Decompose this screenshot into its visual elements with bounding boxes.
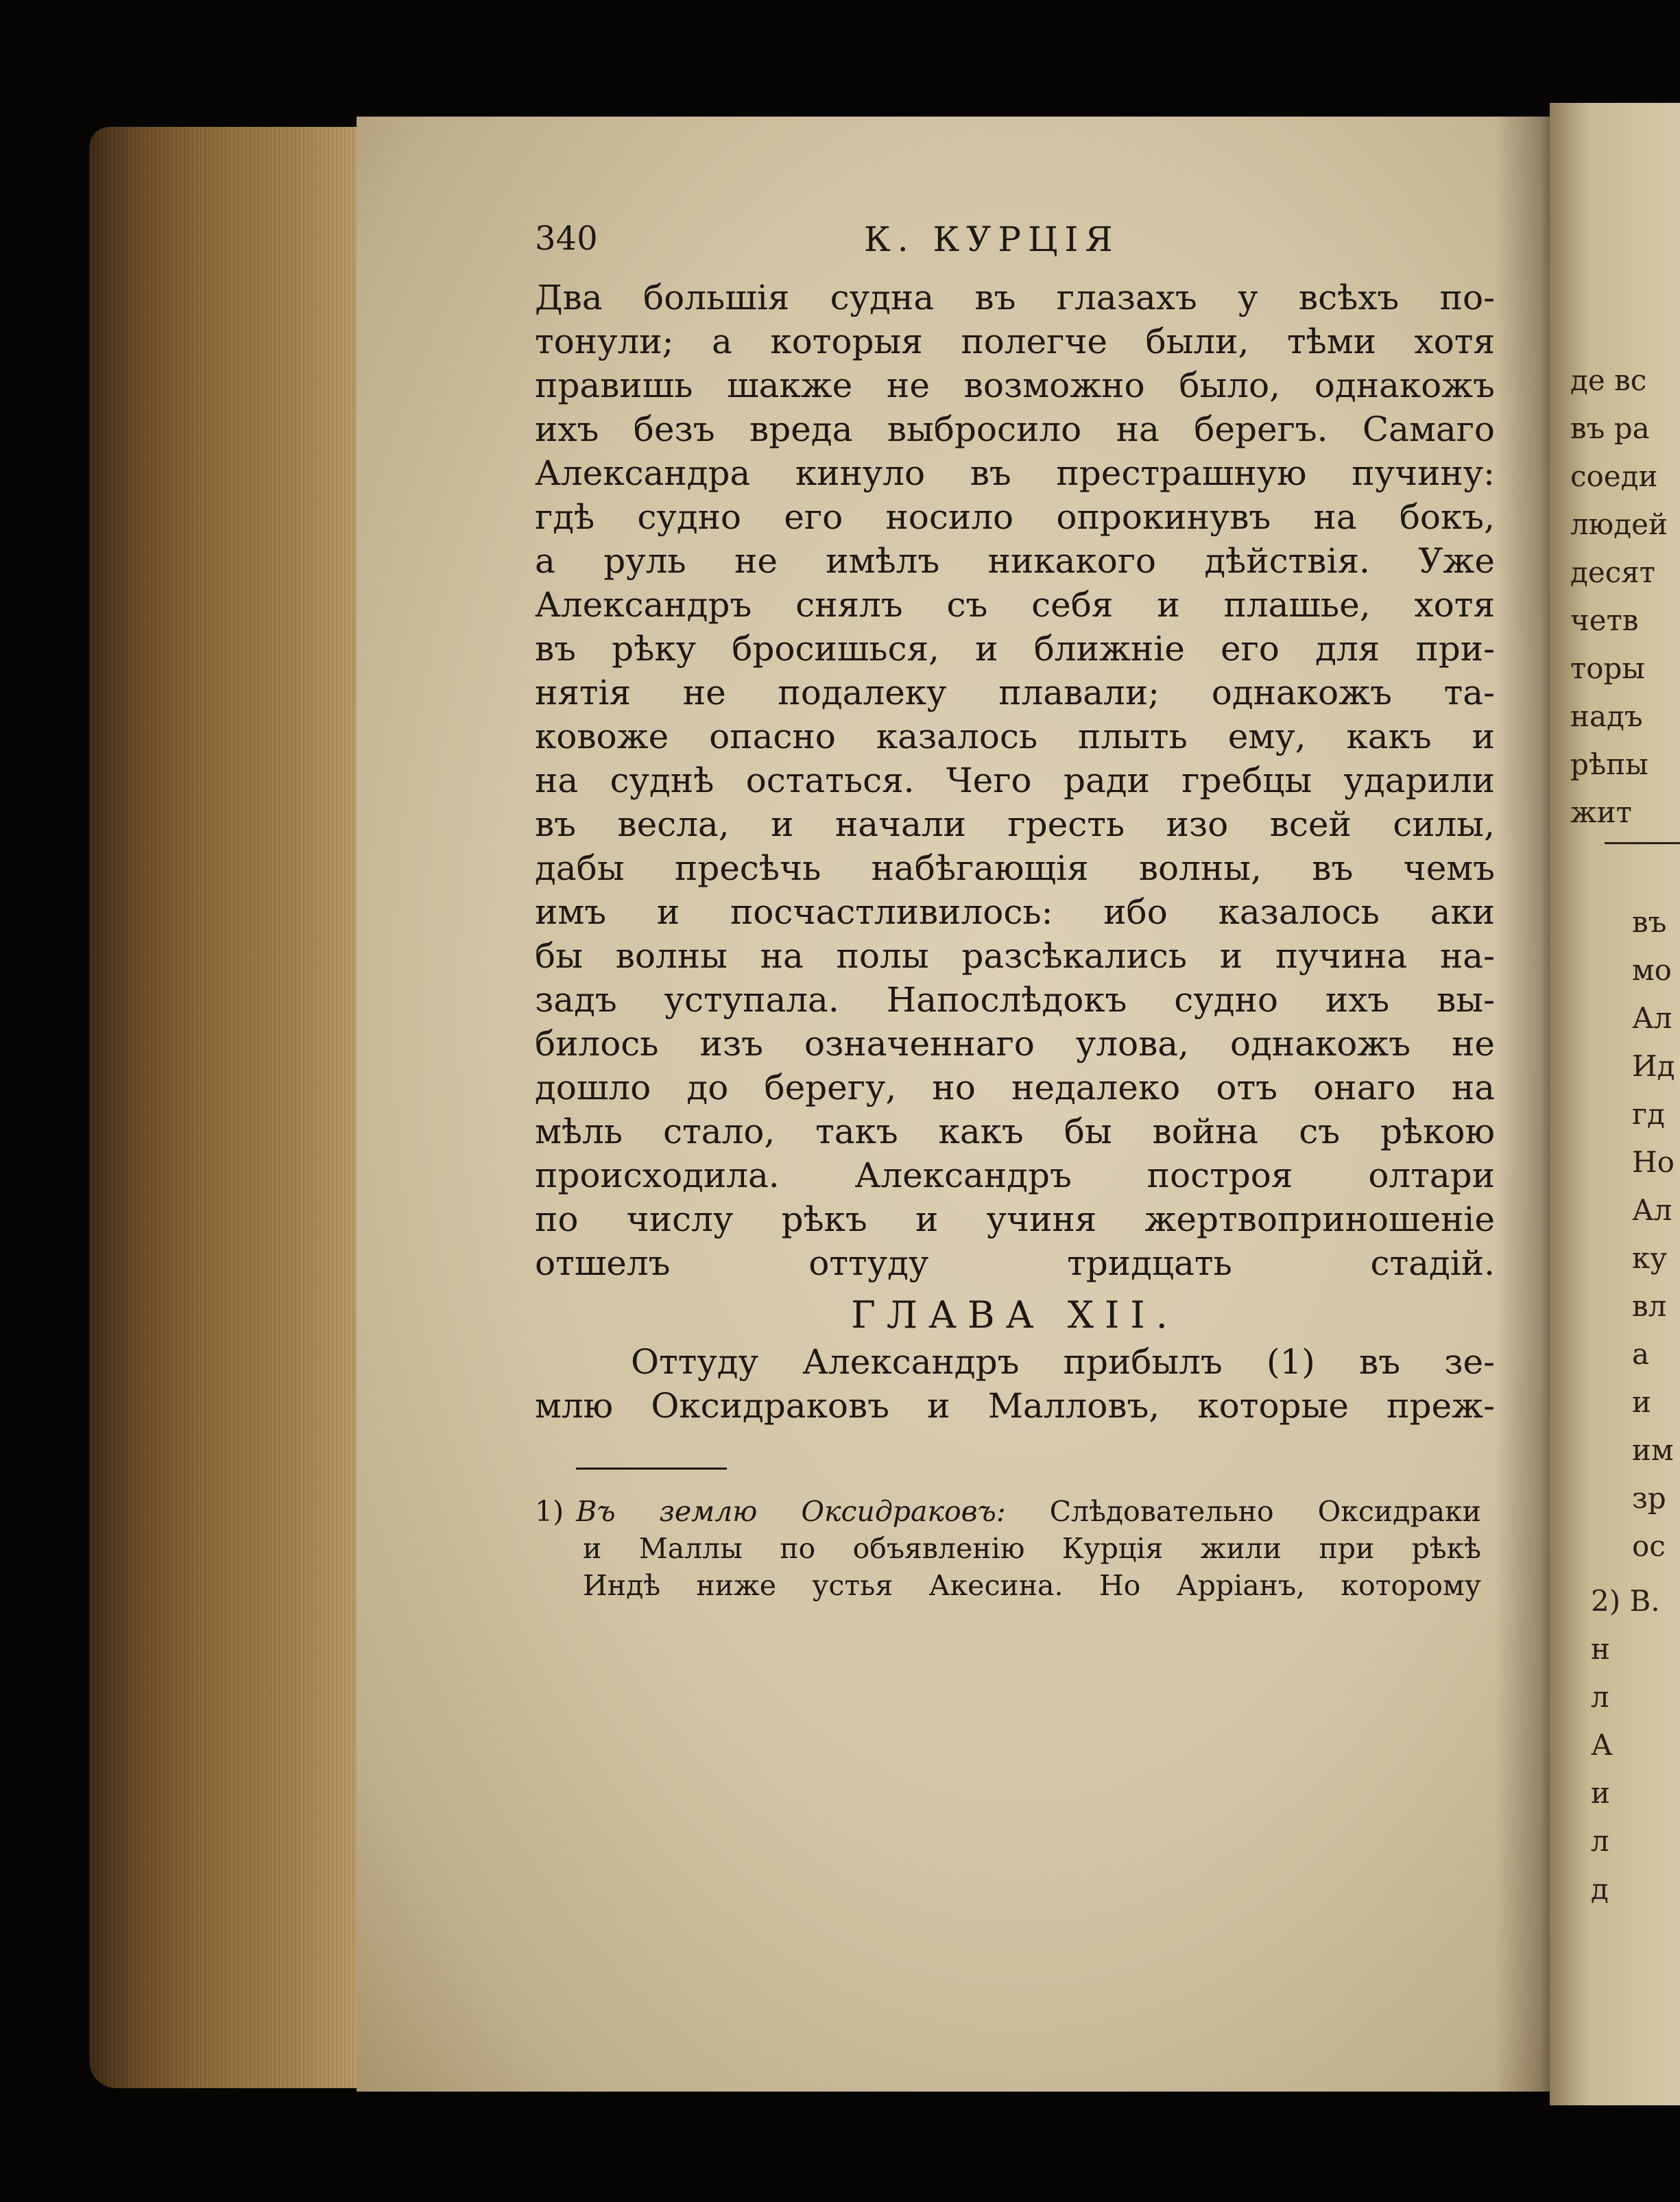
footnote-continuation (535, 1530, 1509, 1604)
right-page-text-fragment: и (1632, 1385, 1651, 1419)
footnote-rule (576, 1468, 727, 1470)
book-page-edges (89, 127, 384, 2088)
right-page-text-fragment: зр (1632, 1481, 1666, 1515)
text-line: имъ и посчастливилось: ибо казалось аки (535, 892, 1495, 932)
running-head: К. КУРЦІЯ (864, 219, 1120, 259)
text-line: нятія не подалеку плавали; однакожъ та- (535, 673, 1495, 713)
chapter-text (535, 1340, 1509, 1428)
right-page-text-fragment: гд (1632, 1097, 1665, 1131)
footnote-first-line (535, 1493, 1481, 1530)
right-page-text-fragment: Ал (1632, 1193, 1672, 1227)
right-page-text-fragment: надъ (1570, 699, 1643, 733)
right-page-text-fragment: л (1591, 1680, 1609, 1714)
text-line: Два большія судна въ глазахъ у всѣхъ по- (535, 278, 1495, 318)
chapter-title: ГЛАВА XII. (851, 1293, 1179, 1337)
text-line: Индѣ ниже устья Акесина. Но Арріанъ, которому (583, 1569, 1481, 1602)
text-line: Александра кинуло въ престрашную пучину: (535, 453, 1495, 493)
footnote-marker: 1) (535, 1495, 564, 1528)
right-page-text-fragment: Ал (1632, 1001, 1672, 1035)
text-line: Александръ снялъ съ себя и плашье, хотя (535, 585, 1495, 625)
text-line: въ весла, и начали гресть изо всей силы, (535, 804, 1495, 844)
right-page-text-fragment: Но (1632, 1145, 1675, 1179)
text-line: отшелъ оттуду тридцать стадій. (535, 1243, 1495, 1283)
right-page-text-fragment: а (1632, 1337, 1650, 1371)
text-line: а руль не имѣлъ никакого дѣйствія. Уже (535, 541, 1495, 581)
right-page-text-fragment: н (1591, 1632, 1610, 1666)
right-page-text-fragment: д (1591, 1872, 1609, 1906)
text-line: дошло до берегу, но недалеко отъ онаго на (535, 1068, 1495, 1108)
footnote (535, 1493, 1509, 1604)
right-page-text-fragment: въ (1632, 905, 1667, 939)
text-line: ихъ безъ вреда выбросило на берегъ. Самаго (535, 409, 1495, 449)
text-line: млю Оксидраковъ и Малловъ, которые преж- (535, 1386, 1495, 1426)
text-line: ковоже опасно казалось плыть ему, какъ и (535, 717, 1495, 756)
right-page-text-fragment: ос (1632, 1529, 1666, 1563)
right-page-text-fragment: вл (1632, 1289, 1667, 1323)
text-line: происходила. Александръ построя олтари (535, 1156, 1495, 1195)
text-line: гдѣ судно его носило опрокинувъ на бокъ, (535, 497, 1495, 537)
right-page-text-fragment: ку (1632, 1241, 1667, 1275)
text-line: задъ уступала. Напослѣдокъ судно ихъ вы- (535, 980, 1495, 1020)
right-page-text-fragment: рѣпы (1570, 747, 1648, 781)
right-page-text-fragment: въ ра (1570, 411, 1650, 445)
text-line: въ рѣку бросишься, и ближніе его для при- (535, 629, 1495, 669)
right-page-text-fragment: четв (1570, 603, 1639, 637)
text-line: тонули; а которыя полегче были, тѣми хотя (535, 322, 1495, 361)
right-page-text-fragment: Ид (1632, 1049, 1675, 1083)
text-line: и Маллы по объявленію Курція жили при рѣкѣ (583, 1532, 1481, 1565)
right-page-text-fragment: им (1632, 1433, 1674, 1467)
right-page-text-fragment: десят (1570, 555, 1655, 589)
text-line: Оттуду Александръ прибылъ (1) въ зе- (631, 1342, 1495, 1382)
right-page-text-fragment: мо (1632, 953, 1672, 987)
footnote-title: Въ землю Оксидраковъ: (576, 1495, 1006, 1528)
right-page-text-fragment: л (1591, 1824, 1609, 1858)
right-page-text-fragment: торы (1570, 651, 1645, 685)
page-header (535, 219, 1509, 276)
text-line: бы волны на полы разсѣкались и пучина на- (535, 936, 1495, 976)
body-text (535, 276, 1509, 1285)
text-line: билось изъ означеннаго улова, однакожъ не (535, 1024, 1495, 1064)
text-line: по числу рѣкъ и учиня жертвоприношеніе (535, 1199, 1495, 1239)
text-line: правишь шакже не возможно было, однакожъ (535, 366, 1495, 405)
footnote-first-line-text: Слѣдовательно Оксидраки (1049, 1495, 1481, 1528)
page-text-block (535, 219, 1509, 1604)
right-page-text-fragment: и (1591, 1776, 1610, 1810)
right-page-text-fragment: соеди (1570, 459, 1658, 493)
right-page-fragment (1550, 103, 1680, 2105)
right-page-text-fragment: А (1591, 1728, 1613, 1762)
right-page-text-fragment: жит (1570, 795, 1632, 829)
text-line: на суднѣ остаться. Чего ради гребцы ударили (535, 761, 1495, 800)
text-line: дабы пресѣчь набѣгающія волны, въ чемъ (535, 848, 1495, 888)
right-page-rule (1605, 842, 1680, 844)
right-page-text-fragment: де вс (1570, 363, 1647, 397)
text-line: мѣль стало, такъ какъ бы война съ рѣкою (535, 1112, 1495, 1151)
right-page-text-fragment: людей (1570, 507, 1668, 541)
page-number: 340 (535, 219, 598, 258)
right-page-text-fragment: 2) В. (1591, 1584, 1660, 1618)
